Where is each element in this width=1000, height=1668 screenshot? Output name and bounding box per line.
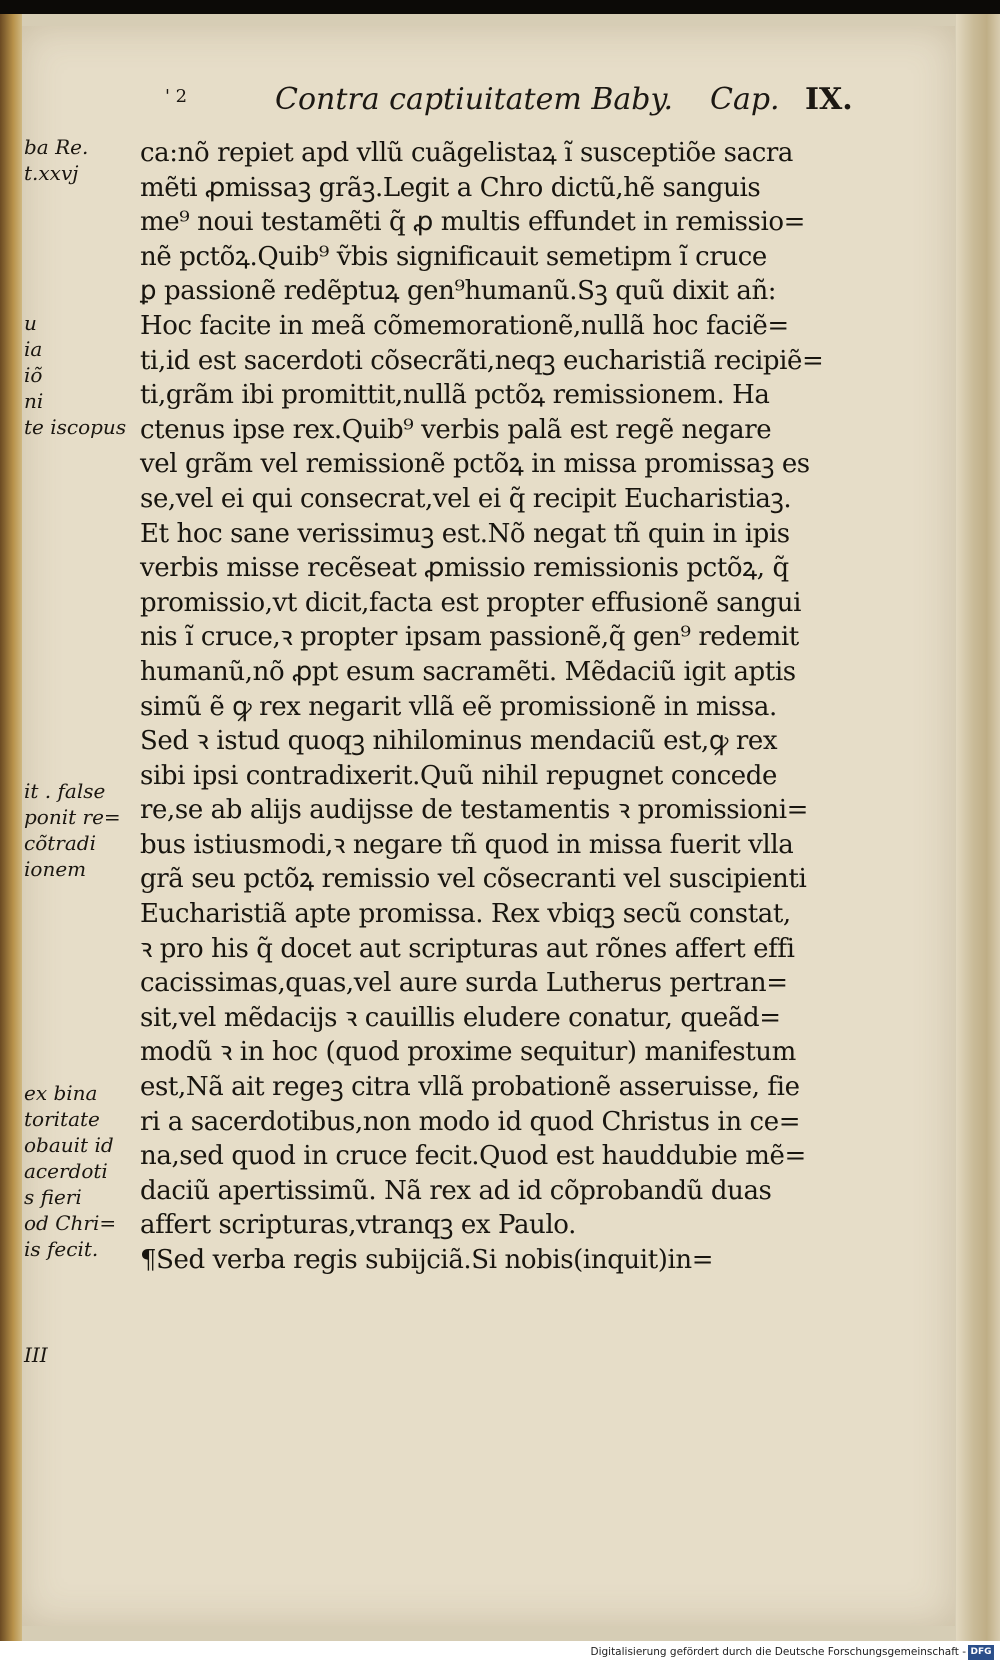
book-binding — [0, 14, 22, 1641]
margin-note-line: ionem — [24, 857, 87, 881]
text-line: ti,id est sacerdoti cõsecrãti,neqꝫ eucharistiã recipiẽ= — [140, 345, 824, 376]
text-line: est,Nã ait regeꝫ citra vllã probationẽ asseruisse, fie — [140, 1072, 800, 1103]
margin-note-line: ni — [24, 389, 44, 413]
margin-note-line: s fieri — [24, 1185, 82, 1209]
text-line: se,vel ei qui consecrat,vel ei q̃ recipit Eucharistiaꝫ. — [140, 483, 792, 514]
margin-note-5 — [24, 1342, 136, 1368]
margin-note-4 — [24, 1080, 136, 1262]
running-head-title: Contra captiuitatem Baby. — [275, 82, 673, 117]
text-line: Hoc facite in meã cõmemorationẽ,nullã hoc faciẽ= — [140, 310, 789, 341]
text-line: re,se ab alijs audijsse de testamentis ꝛ promissioni= — [140, 795, 809, 826]
margin-note-line: is fecit. — [24, 1237, 99, 1261]
top-edge — [0, 0, 1000, 14]
text-line: modũ ꝛ in hoc (quod proxime sequitur) manifestum — [140, 1037, 796, 1068]
text-line: na,sed quod in cruce fecit.Quod est hauddubie mẽ= — [140, 1141, 806, 1172]
margin-note-line: III — [24, 1343, 48, 1367]
margin-note-3 — [24, 778, 136, 882]
margin-note-line: toritate — [24, 1107, 100, 1131]
margin-note-line: it . false — [24, 779, 106, 803]
text-line: Et hoc sane verissimuꝫ est.Nõ negat tñ quin in ipis — [140, 518, 790, 549]
text-line: ctenus ipse rex.Quib⁹ verbis palã est regẽ negare — [140, 414, 772, 445]
text-line: mẽti ꝓmissaꝫ grãꝫ.Legit a Chro dictũ,hẽ sanguis — [140, 172, 761, 203]
dfg-logo: DFG — [968, 1645, 994, 1660]
text-line: bus istiusmodi,ꝛ negare tñ quod in missa fuerit vlla — [140, 829, 794, 860]
margin-note-line: ba Re. — [24, 135, 89, 159]
text-line: ꝛ pro his q̃ docet aut scripturas aut rõnes affert effi — [140, 933, 795, 964]
margin-note-line: ponit re= — [24, 805, 121, 829]
text-line: cacissimas,quas,vel aure surda Lutherus pertran= — [140, 968, 788, 999]
footer-credit: Digitalisierung gefördert durch die Deutsche Forschungsgemeinschaft - — [590, 1646, 966, 1658]
body-text — [140, 136, 910, 1278]
page-fore-edge — [956, 14, 1000, 1641]
text-line: verbis misse recẽseat ꝓmissio remissionis pctõꝝ, q̃ — [140, 553, 789, 584]
chapter-label: Cap. — [710, 82, 780, 117]
text-line: Sed ꝛ istud quoqꝫ nihilominus mendaciũ est,ꝙ rex — [140, 726, 778, 757]
text-line: vel grãm vel remissionẽ pctõꝝ in missa promissaꝫ es — [140, 449, 810, 480]
text-line: me⁹ noui testamẽti q̃ ꝓ multis effundet in remissio= — [140, 207, 806, 238]
margin-note-line: ex bina — [24, 1081, 98, 1105]
text-line: humanũ,nõ ꝓpt esum sacramẽti. Mẽdaciũ igit aptis — [140, 656, 796, 687]
text-line: ca:nõ repiet apd vllũ cuãgelistaꝝ ĩ susceptiõe sacra — [140, 138, 794, 168]
text-line: sit,vel mẽdacijs ꝛ cauillis eludere conatur, queãd= — [140, 1002, 781, 1033]
chapter-number: IX. — [805, 82, 853, 117]
running-head-mark: ' 2 — [165, 86, 188, 107]
text-line: simũ ẽ ꝙ rex negarit vllã eẽ promissionẽ in missa. — [140, 691, 777, 722]
margin-note-line: iõ — [24, 363, 43, 387]
margin-note-line: u — [24, 311, 37, 335]
text-line: nẽ pctõꝝ.Quib⁹ ṽbis significauit semetipm ĩ cruce — [140, 241, 767, 272]
margin-note-line: obauit id — [24, 1133, 114, 1157]
margin-note-line: cõtradi — [24, 831, 96, 855]
margin-note-1 — [24, 134, 136, 186]
margin-note-line: te iscopus — [24, 415, 127, 439]
text-line: Eucharistiã apte promissa. Rex vbiqꝫ secũ constat, — [140, 899, 791, 930]
text-line: sibi ipsi contradixerit.Quũ nihil repugnet concede — [140, 760, 777, 791]
text-line: affert scripturas,vtranqꝫ ex Paulo. — [140, 1210, 576, 1241]
margin-note-line: t.xxvj — [24, 161, 79, 185]
text-line: ri a sacerdotibus,non modo id quod Christus in ce= — [140, 1106, 801, 1137]
text-line: promissio,vt dicit,facta est propter effusionẽ sangui — [140, 587, 801, 618]
margin-note-line: ia — [24, 337, 43, 361]
text-line: nis ĩ cruce,ꝛ propter ipsam passionẽ,q̃ gen⁹ redemit — [140, 622, 799, 653]
margin-note-2 — [24, 310, 136, 440]
text-line: ¶Sed verba regis subijciã.Si nobis(inquit)in= — [140, 1245, 714, 1275]
text-line: daciũ apertissimũ. Nã rex ad id cõprobandũ duas — [140, 1175, 772, 1206]
text-line: ti,grãm ibi promittit,nullã pctõꝝ remissionem. Ha — [140, 380, 770, 411]
footer — [0, 1641, 1000, 1668]
text-line: grã seu pctõꝝ remissio vel cõsecranti vel suscipienti — [140, 864, 807, 895]
running-head — [145, 78, 905, 128]
margin-note-line: od Chri= — [24, 1211, 117, 1235]
text-line: ꝑ passionẽ redẽptuꝝ gen⁹humanũ.Sꝫ quũ dixit añ: — [140, 276, 777, 307]
margin-note-line: acerdoti — [24, 1159, 108, 1183]
